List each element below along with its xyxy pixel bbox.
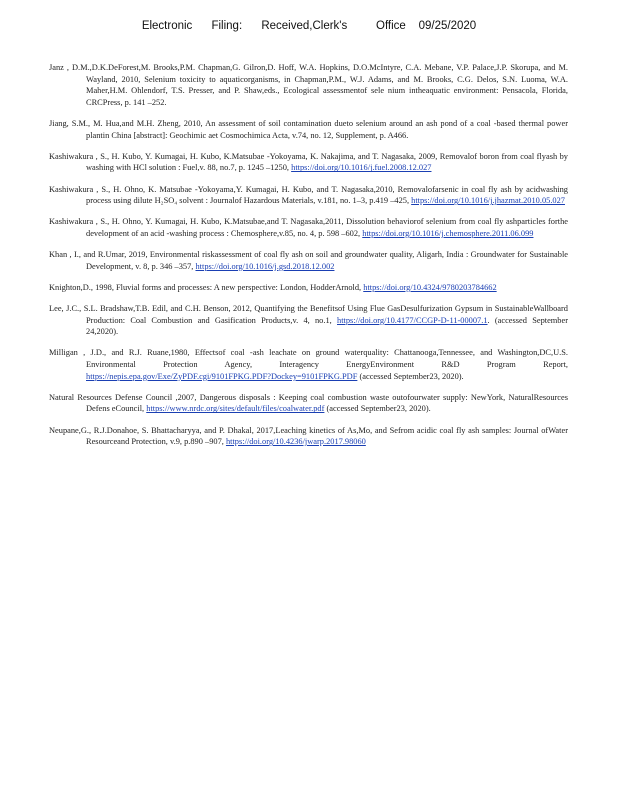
reference-text: Kashiwakura , S., H. Kubo, Y. Kumagai, H. Kubo, K.Matsubae -Yokoyama, K. Nakajima, and T. Nagasaka, 2009, Removalof boron from coal flyash by washing with HCl solution : Fuel,v. 88, no.7, p. 1245 –1250, (49, 151, 568, 173)
reference-link[interactable]: https://www.nrdc.org/sites/default/files/coalwater.pdf (146, 404, 325, 414)
reference-entry (49, 392, 568, 415)
reference-entry (49, 118, 568, 141)
reference-suffix: . (accessed September 24,2020). (86, 315, 569, 337)
reference-entry (49, 282, 568, 294)
reference-entry (49, 249, 568, 272)
reference-text: Natural Resources Defense Council ,2007, Dangerous disposals : Keeping coal combustion waste outofourwater supply: NewYork, NaturalResources Defens eCouncil, (49, 392, 568, 414)
reference-entry (49, 151, 568, 174)
reference-text: Janz , D.M.,D.K.DeForest,M. Brooks,P.M. Chapman,G. Gilron,D. Hoff, W.A. Hopkins, D.O.McIntyre, C.A. Mebane, V.P. Palace,J.P. Skorupa, and M. Wayland, 2010, Selenium toxicity to aquaticorganisms, in Chapman,P.M., W.J. Adams, and M. Brooks, C.G. Delos, S.N. Luoma, W.A. Maher,H.M. Ohlendorf, T.S. Presser, and P. Shaw,eds., Ecological assessmentof sele nium intheaquatic environment: Pensacola, Florida, CRCPress, p. 141 –252. (49, 63, 568, 107)
reference-entry (49, 303, 568, 338)
reference-entry (49, 62, 568, 108)
reference-entry (49, 216, 568, 239)
reference-list (49, 62, 568, 457)
reference-text: Kashiwakura , S., H. Ohno, K. Matsubae -Yokoyama,Y. Kumagai, H. Kubo, and T. Nagasaka,2010, Removalofarsenic in coal fly ash by acidwashing process using dilute H₂SO₄ solvent : Journalof Hazardous Materials, v.181, no. 1–3, p.419 –425, (49, 184, 568, 206)
reference-link[interactable]: https://doi.org/10.4177/CCGP-D-11-00007.1 (337, 315, 488, 325)
reference-suffix: (accessed September23, 2020). (324, 404, 431, 414)
reference-text: Milligan , J.D., and R.J. Ruane,1980, Effectsof coal -ash leachate on ground waterquality: Chattanooga,Tennessee, and Washington,DC,U.S. Environmental Protection Agency, Interagency EnergyEnvironment R&D Program Report, (49, 348, 568, 370)
reference-text: Jiang, S.M., M. Hua,and M.H. Zheng, 2010, An assessment of soil contamination dueto selenium around an ash pond of a coal -based thermal power plantin China [abstract]: Geochimic aet Cosmochimica Acta, v.74, no. 12, Supplement, p. A466. (49, 118, 568, 140)
reference-text: Khan , I., and R.Umar, 2019, Environmental riskassessment of coal fly ash on soil and groundwater quality, Aligarh, India : Groundwater for Sustainable Development, v. 8, p. 346 –357, (49, 250, 568, 271)
reference-link[interactable]: https://doi.org/10.4236/jwarp.2017.98060 (225, 437, 366, 447)
reference-text: Knighton,D., 1998, Fluvial forms and processes: A new perspective: London, HodderArnold, (49, 282, 362, 292)
reference-entry (49, 347, 568, 382)
reference-link[interactable]: https://doi.org/10.1016/j.chemosphere.2011.06.099 (362, 228, 534, 238)
reference-text: Lee, J.C., S.L. Bradshaw,T.B. Edil, and C.H. Benson, 2012, Quantifying the Benefitsof Using Flue GasDesulfurization Gypsum in SustainableWallboard Production: Coal Combustion and Gasification Products,v. 4, no.1, (49, 304, 568, 325)
reference-link[interactable]: https://doi.org/10.1016/j.gsd.2018.12.002 (195, 261, 335, 271)
reference-link[interactable]: https://doi.org/10.4324/9780203784662 (363, 282, 497, 292)
reference-link[interactable]: https://doi.org/10.1016/j.jhazmat.2010.05.027 (411, 196, 565, 206)
reference-entry (49, 425, 568, 448)
filing-header: Electronic Filing: Received,Clerk's Office 09/25/2020 (141, 20, 477, 32)
reference-link[interactable]: https://doi.org/10.1016/j.fuel.2008.12.027 (291, 163, 432, 173)
reference-text: Kashiwakura , S., H. Ohno, Y. Kumagai, H. Kubo, K.Matsubae,and T. Nagasaka,2011, Dissolution behaviorof selenium from coal fly ashparticles forthe development of an acid -washing process : Chemosphere,v.85, no. 4, p. 598 –602, (49, 217, 568, 238)
reference-entry (49, 184, 568, 207)
reference-text: Neupane,G., R.J.Donahoe, S. Bhattacharyya, and P. Dhakal, 2017,Leaching kinetics of As,Mo, and Sefrom acidic coal fly ash samples: Journal ofWater Resourceand Protection, v.9, p.890 –907, (49, 425, 568, 447)
reference-suffix: (accessed September23, 2020). (357, 371, 464, 381)
reference-link[interactable]: https://nepis.epa.gov/Exe/ZyPDF.cgi/9101FPKG.PDF?Dockey=9101FPKG.PDF (86, 371, 358, 381)
